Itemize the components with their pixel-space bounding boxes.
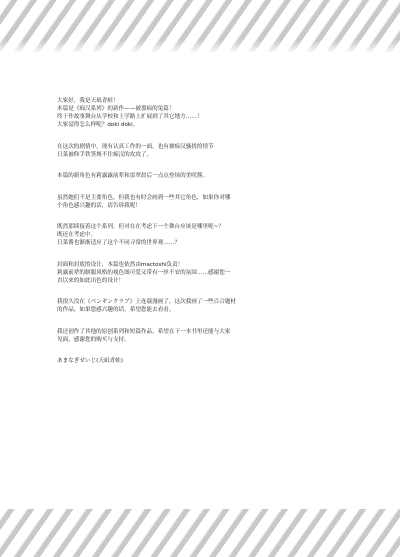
afterword-text <box>57 97 357 365</box>
afterword-paragraph <box>57 223 357 247</box>
afterword-line: 见面，感谢您的购买与支持。 <box>57 336 130 343</box>
afterword-line: 我还创作了其他的原创系列和短篇作品，希望在下一本书里还能与大家 <box>57 328 231 335</box>
afterword-line: 终于作故事舞台从学校和上学路上扩展到了其它地方……！ <box>57 114 203 120</box>
afterword-line: 本篇是《痴汉系列》的新作——被那痴的兔篇！ <box>57 106 175 112</box>
afterword-paragraph <box>57 172 357 180</box>
afterword-line: 日菜酱也渐渐适应了这个不同寻常的世界观……？ <box>57 240 181 246</box>
afterword-line: 在这次的剧情中，现有认真工作的一面，也有被痴汉骚扰的情节 <box>57 143 214 150</box>
afterword-line: 既还在考虑中。 <box>57 232 97 238</box>
afterword-paragraph <box>57 298 357 314</box>
afterword-line: 封面和封底的设计，本篇也依然由mactoshi负责！ <box>57 261 184 268</box>
afterword-line: 大家好，我是天凪青蛙！ <box>57 98 119 104</box>
afterword-line: 既然那续接着这个系列，但对在在考虑下一个舞台应该是哪里呢~？ <box>57 224 224 230</box>
afterword-paragraph <box>57 261 357 285</box>
afterword-line: 虽然她们不是主要角色，但我也有时会画到一些其它角色，如果你对哪 <box>57 194 231 201</box>
afterword-line: 大家觉得怎么样呢？doki doki。 <box>57 122 139 128</box>
afterword-line: 的作品。如果您感兴趣的话，希望您能去看看。 <box>57 307 175 313</box>
afterword-paragraph <box>57 194 357 210</box>
afterword-line: 莉露前辈的制服风格的视色图可爱又带有一丝不安的氛围……感谢您一 <box>57 269 231 276</box>
afterword-line: あまなぎせいじ(天凪青蛙) <box>57 358 123 364</box>
afterword-paragraph <box>57 357 357 365</box>
bottom-stripe-decoration <box>0 509 400 557</box>
afterword-line: 直以来的如此出色的设计！ <box>57 277 125 284</box>
afterword-paragraph <box>57 143 357 159</box>
top-stripe-fade <box>0 40 400 54</box>
afterword-paragraph <box>57 328 357 344</box>
afterword-line: 本篇的新角色有莉露露前辈和雷翠晨后一点点登场的美咲酱。 <box>57 173 209 179</box>
afterword-paragraph <box>57 97 357 129</box>
afterword-line: 个角色感兴趣的话，请告诉我呢！ <box>57 202 141 209</box>
afterword-line: 我很久没在《ペンギンクラブ》上连载漫画了，这次我画了一些百合题材 <box>57 299 237 305</box>
afterword-line: 日菜被仰手铁签规不住痴汉的攻攻了。 <box>57 151 153 158</box>
